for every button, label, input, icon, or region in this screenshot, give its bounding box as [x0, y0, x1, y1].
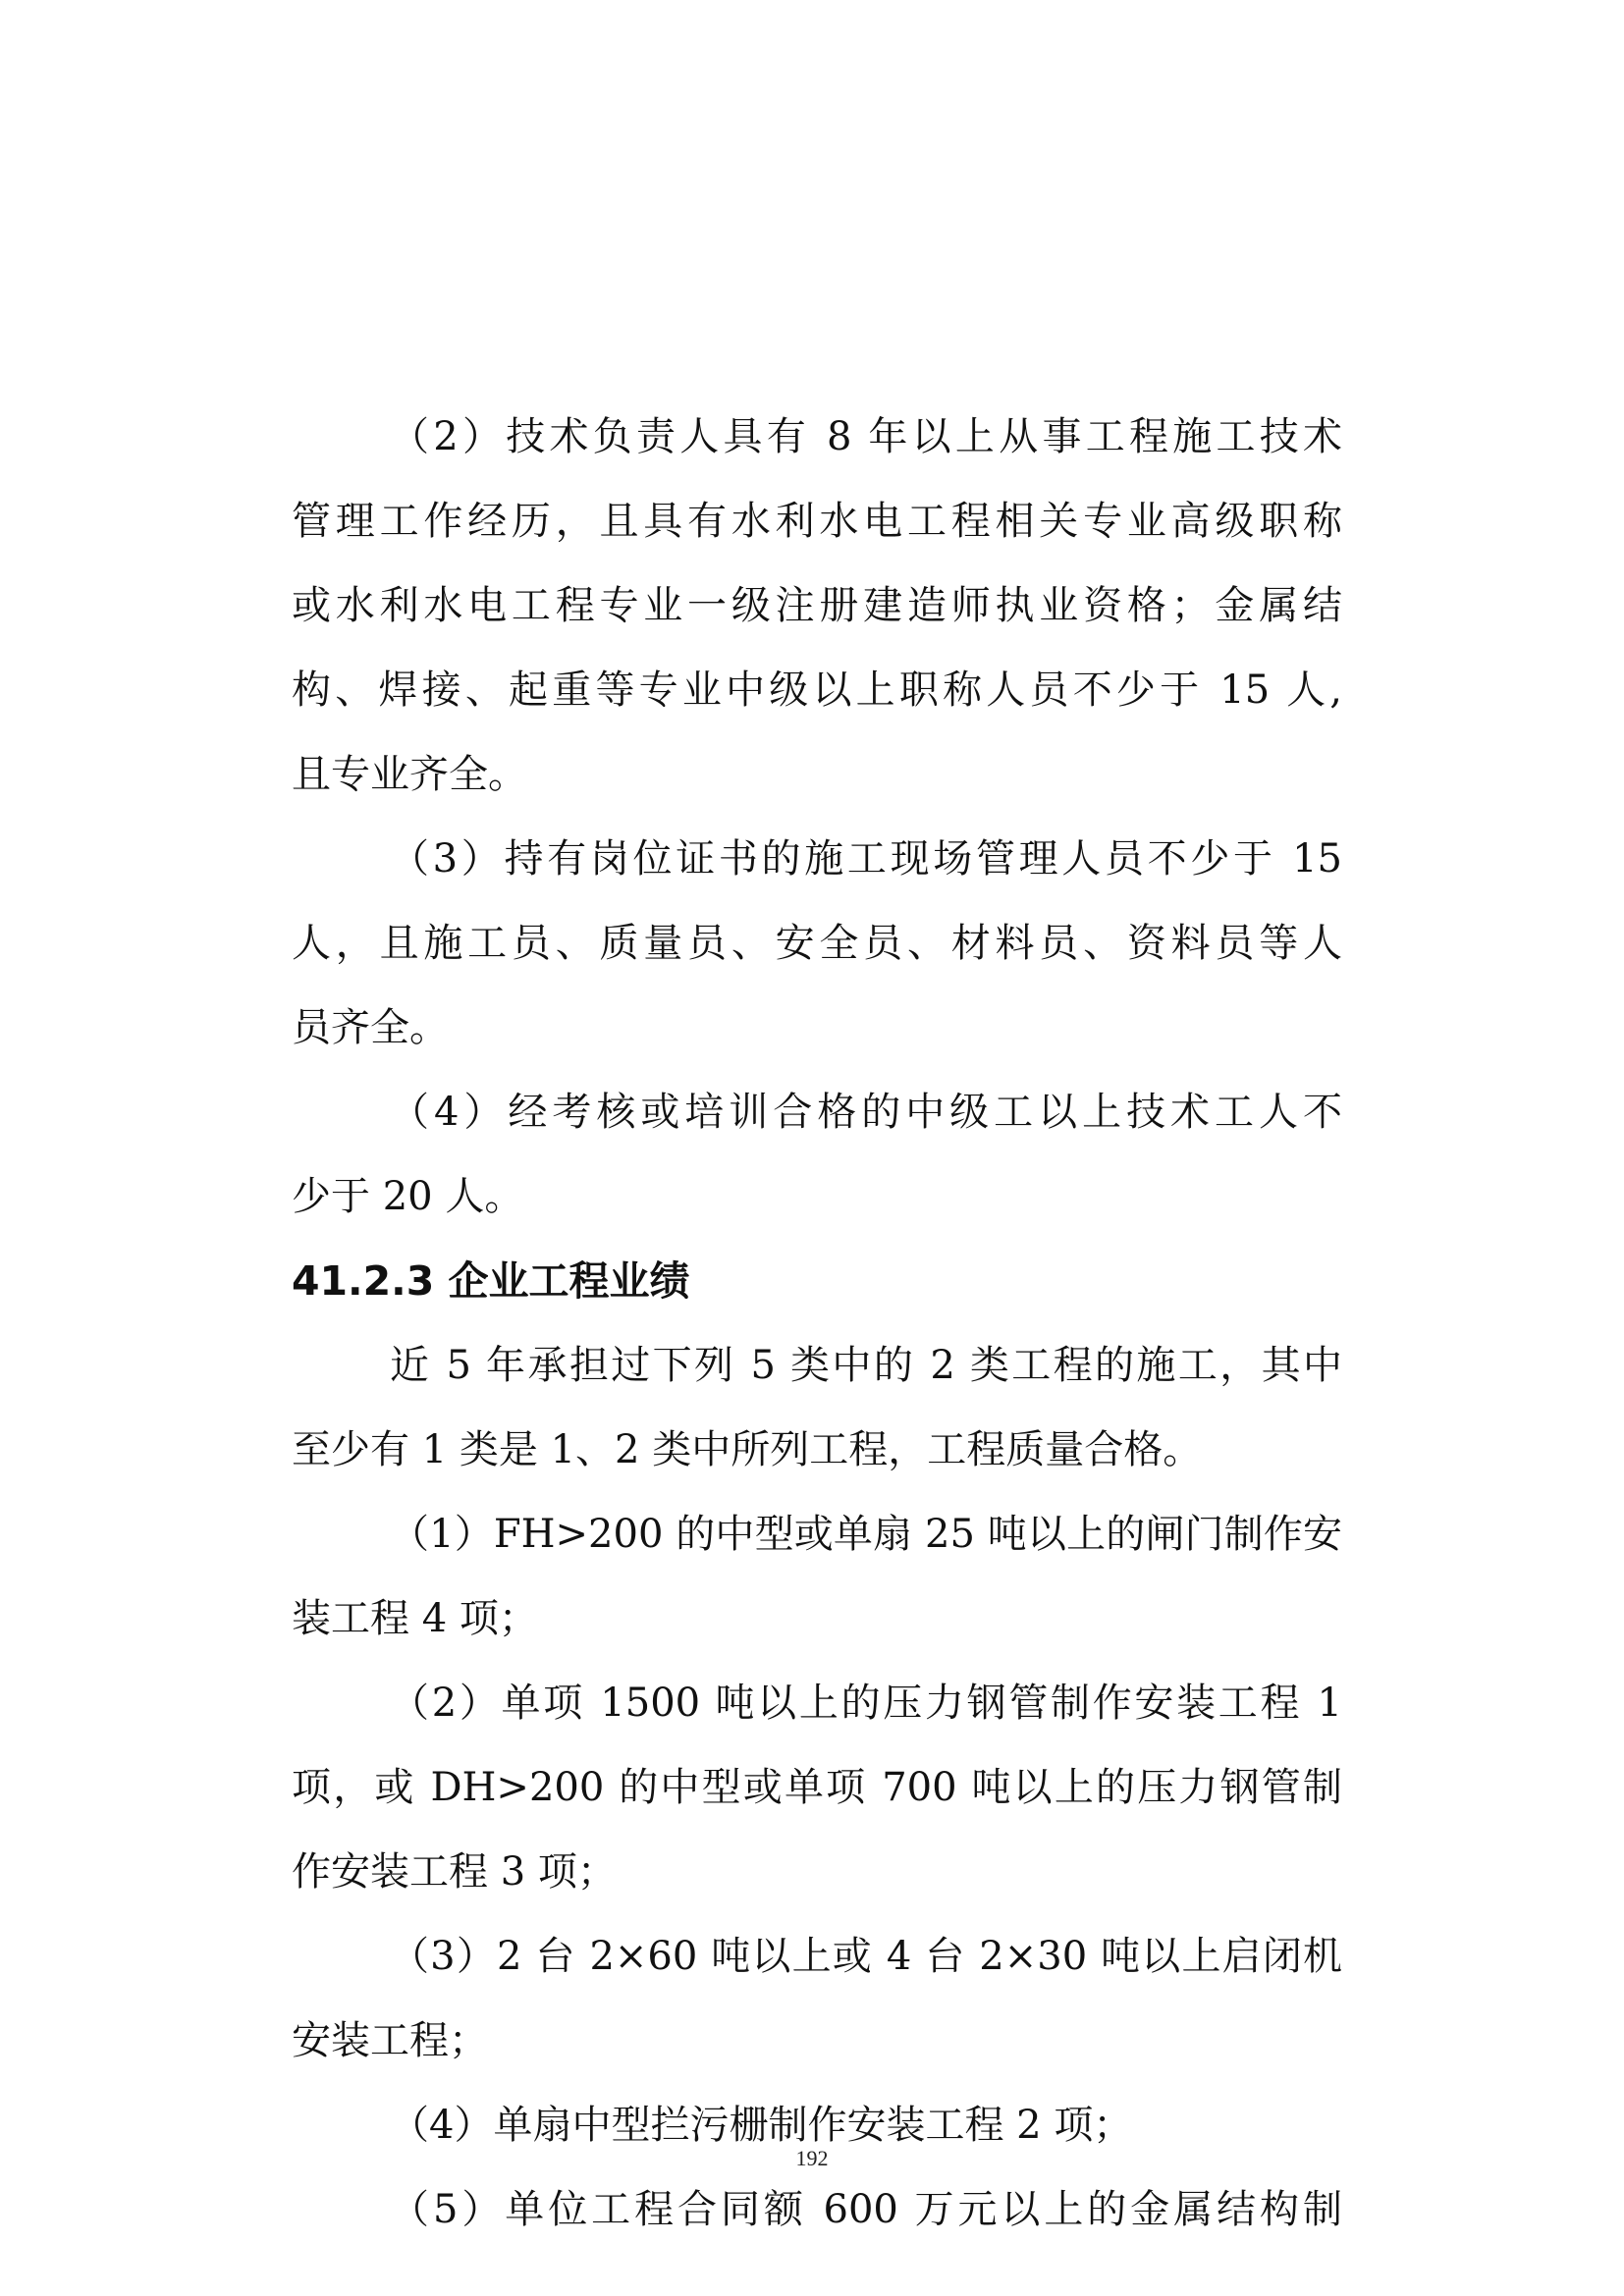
- paragraph-line: （4）经考核或培训合格的中级工以上技术工人不: [390, 1090, 1342, 1135]
- paragraph-line: （4）单扇中型拦污栅制作安装工程 2 项；: [390, 2103, 1133, 2148]
- paragraph-line: 人，且施工员、质量员、安全员、材料员、资料员等人: [292, 921, 1342, 966]
- paragraph-line: （5）单位工程合同额 600 万元以上的金属结构制: [390, 2187, 1342, 2232]
- paragraph-line: 员齐全。: [292, 1005, 449, 1050]
- section-heading: 41.2.3 企业工程业绩: [292, 1257, 690, 1305]
- page-number: 192: [795, 2146, 829, 2170]
- paragraph-line: （2）单项 1500 吨以上的压力钢管制作安装工程 1: [390, 1681, 1342, 1726]
- paragraph-line: 项，或 DH>200 的中型或单项 700 吨以上的压力钢管制: [292, 1765, 1342, 1810]
- paragraph-line: 至少有 1 类是 1、2 类中所列工程，工程质量合格。: [292, 1427, 1203, 1472]
- paragraph-line: 构、焊接、起重等专业中级以上职称人员不少于 15 人,: [292, 667, 1342, 713]
- paragraph-line: 少于 20 人。: [292, 1174, 524, 1219]
- paragraph-line: 安装工程；: [292, 2018, 488, 2063]
- paragraph-line: 管理工作经历，且具有水利水电工程相关专业高级职称: [292, 499, 1342, 544]
- paragraph-line: 装工程 4 项；: [292, 1596, 538, 1641]
- paragraph-line: 或水利水电工程专业一级注册建造师执业资格；金属结: [292, 583, 1342, 628]
- paragraph-line: 且专业齐全。: [292, 752, 527, 797]
- paragraph-line: （3）持有岗位证书的施工现场管理人员不少于 15: [390, 836, 1342, 881]
- paragraph-line: 近 5 年承担过下列 5 类中的 2 类工程的施工，其中: [390, 1343, 1342, 1388]
- paragraph-line: （2）技术负责人具有 8 年以上从事工程施工技术: [390, 414, 1342, 459]
- paragraph-line: 作安装工程 3 项；: [292, 1849, 617, 1895]
- paragraph-line: （3）2 台 2×60 吨以上或 4 台 2×30 吨以上启闭机: [390, 1934, 1342, 1979]
- paragraph-line: （1）FH>200 的中型或单扇 25 吨以上的闸门制作安: [390, 1512, 1342, 1557]
